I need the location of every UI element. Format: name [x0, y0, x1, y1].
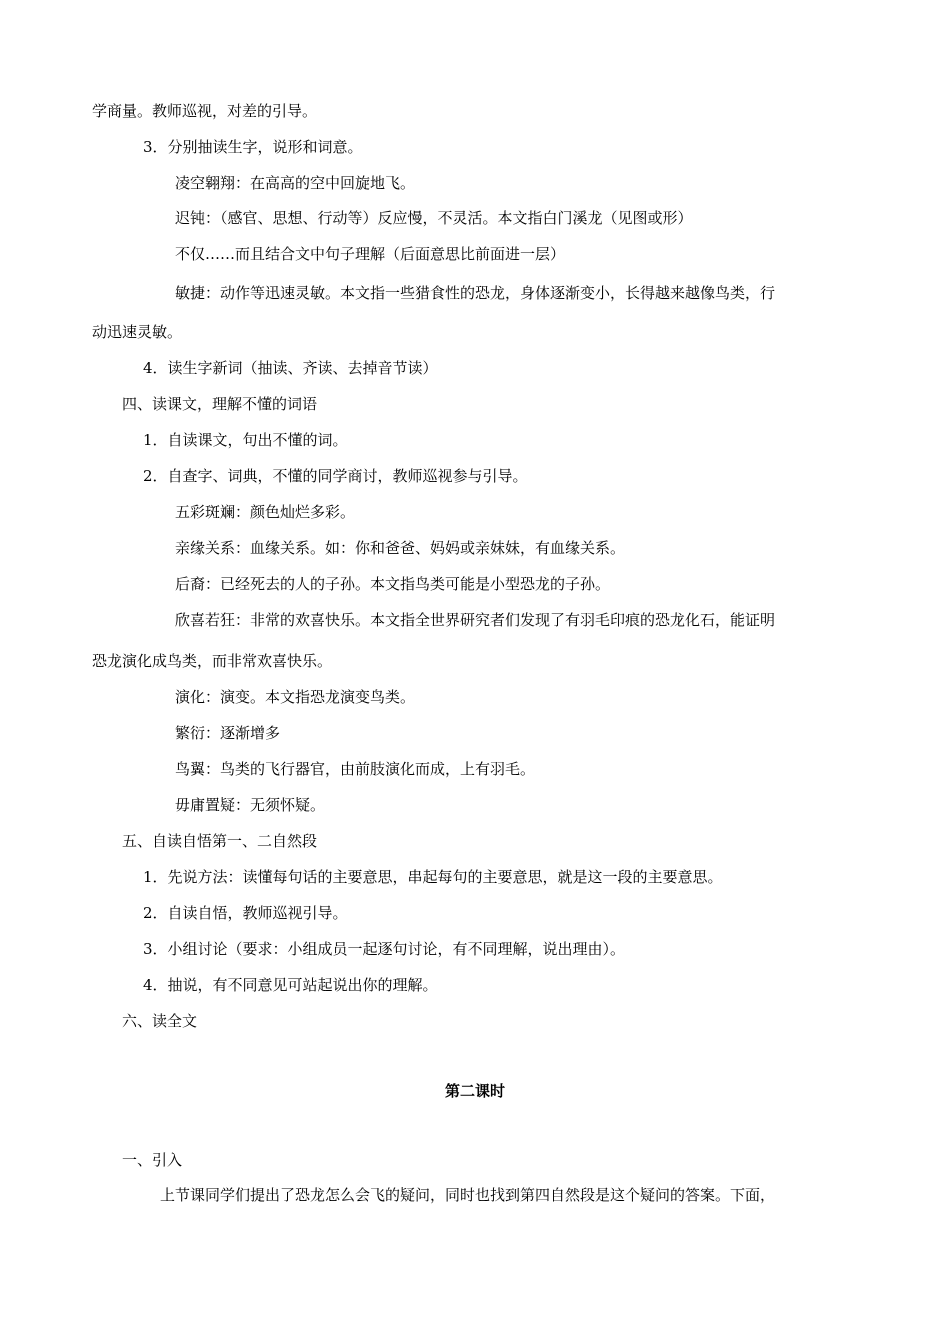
text-line: 毋庸置疑：无须怀疑。 [175, 796, 326, 814]
text-line: 敏捷：动作等迅速灵敏。本文指一些猎食性的恐龙，身体逐渐变小，长得越来越像鸟类，行 [175, 284, 776, 302]
section-heading: 六、读全文 [122, 1012, 198, 1030]
section-heading: 五、自读自悟第一、二自然段 [122, 832, 318, 850]
text-line: 不仅……而且结合文中句子理解（后面意思比前面进一层） [175, 245, 566, 263]
text-line: 五彩斑斓：颜色灿烂多彩。 [175, 503, 356, 521]
text-line: 凌空翱翔：在高高的空中回旋地飞。 [175, 174, 416, 192]
text-line: 动迅速灵敏。 [92, 323, 183, 341]
text-line: 1．先说方法：读懂每句话的主要意思，串起每句的主要意思，就是这一段的主要意思。 [143, 868, 723, 886]
lesson-title: 第二课时 [444, 1082, 505, 1100]
text-line: 3．分别抽读生字，说形和词意。 [143, 138, 363, 156]
text-line: 迟钝：（感官、思想、行动等）反应慢，不灵活。本文指白门溪龙（见图或形） [175, 209, 693, 227]
text-line: 学商量。教师巡视，对差的引导。 [92, 102, 318, 120]
text-line: 2．自读自悟，教师巡视引导。 [143, 904, 348, 922]
text-line: 演化：演变。本文指恐龙演变鸟类。 [175, 688, 416, 706]
text-line: 后裔：已经死去的人的子孙。本文指鸟类可能是小型恐龙的子孙。 [175, 575, 611, 593]
text-line: 4．读生字新词（抽读、齐读、去掉音节读） [143, 359, 438, 377]
text-line: 欣喜若狂：非常的欢喜快乐。本文指全世界研究者们发现了有羽毛印痕的恐龙化石，能证明 [175, 611, 776, 629]
section-heading: 一、引入 [122, 1151, 183, 1169]
text-line: 恐龙演化成鸟类，而非常欢喜快乐。 [92, 652, 333, 670]
text-line: 3．小组讨论（要求：小组成员一起逐句讨论，有不同理解，说出理由）。 [143, 940, 626, 958]
text-line: 繁衍：逐渐增多 [175, 724, 281, 742]
text-line: 2．自查字、词典，不懂的同学商讨，教师巡视参与引导。 [143, 467, 528, 485]
text-line: 4．抽说，有不同意见可站起说出你的理解。 [143, 976, 438, 994]
text-line: 鸟翼：鸟类的飞行器官，由前肢演化而成，上有羽毛。 [175, 760, 536, 778]
section-heading: 四、读课文，理解不懂的词语 [122, 395, 318, 413]
text-line: 1．自读课文，句出不懂的词。 [143, 431, 348, 449]
text-line: 上节课同学们提出了恐龙怎么会飞的疑问，同时也找到第四自然段是这个疑问的答案。下面， [160, 1186, 776, 1204]
text-line: 亲缘关系：血缘关系。如：你和爸爸、妈妈或亲妹妹，有血缘关系。 [175, 539, 626, 557]
